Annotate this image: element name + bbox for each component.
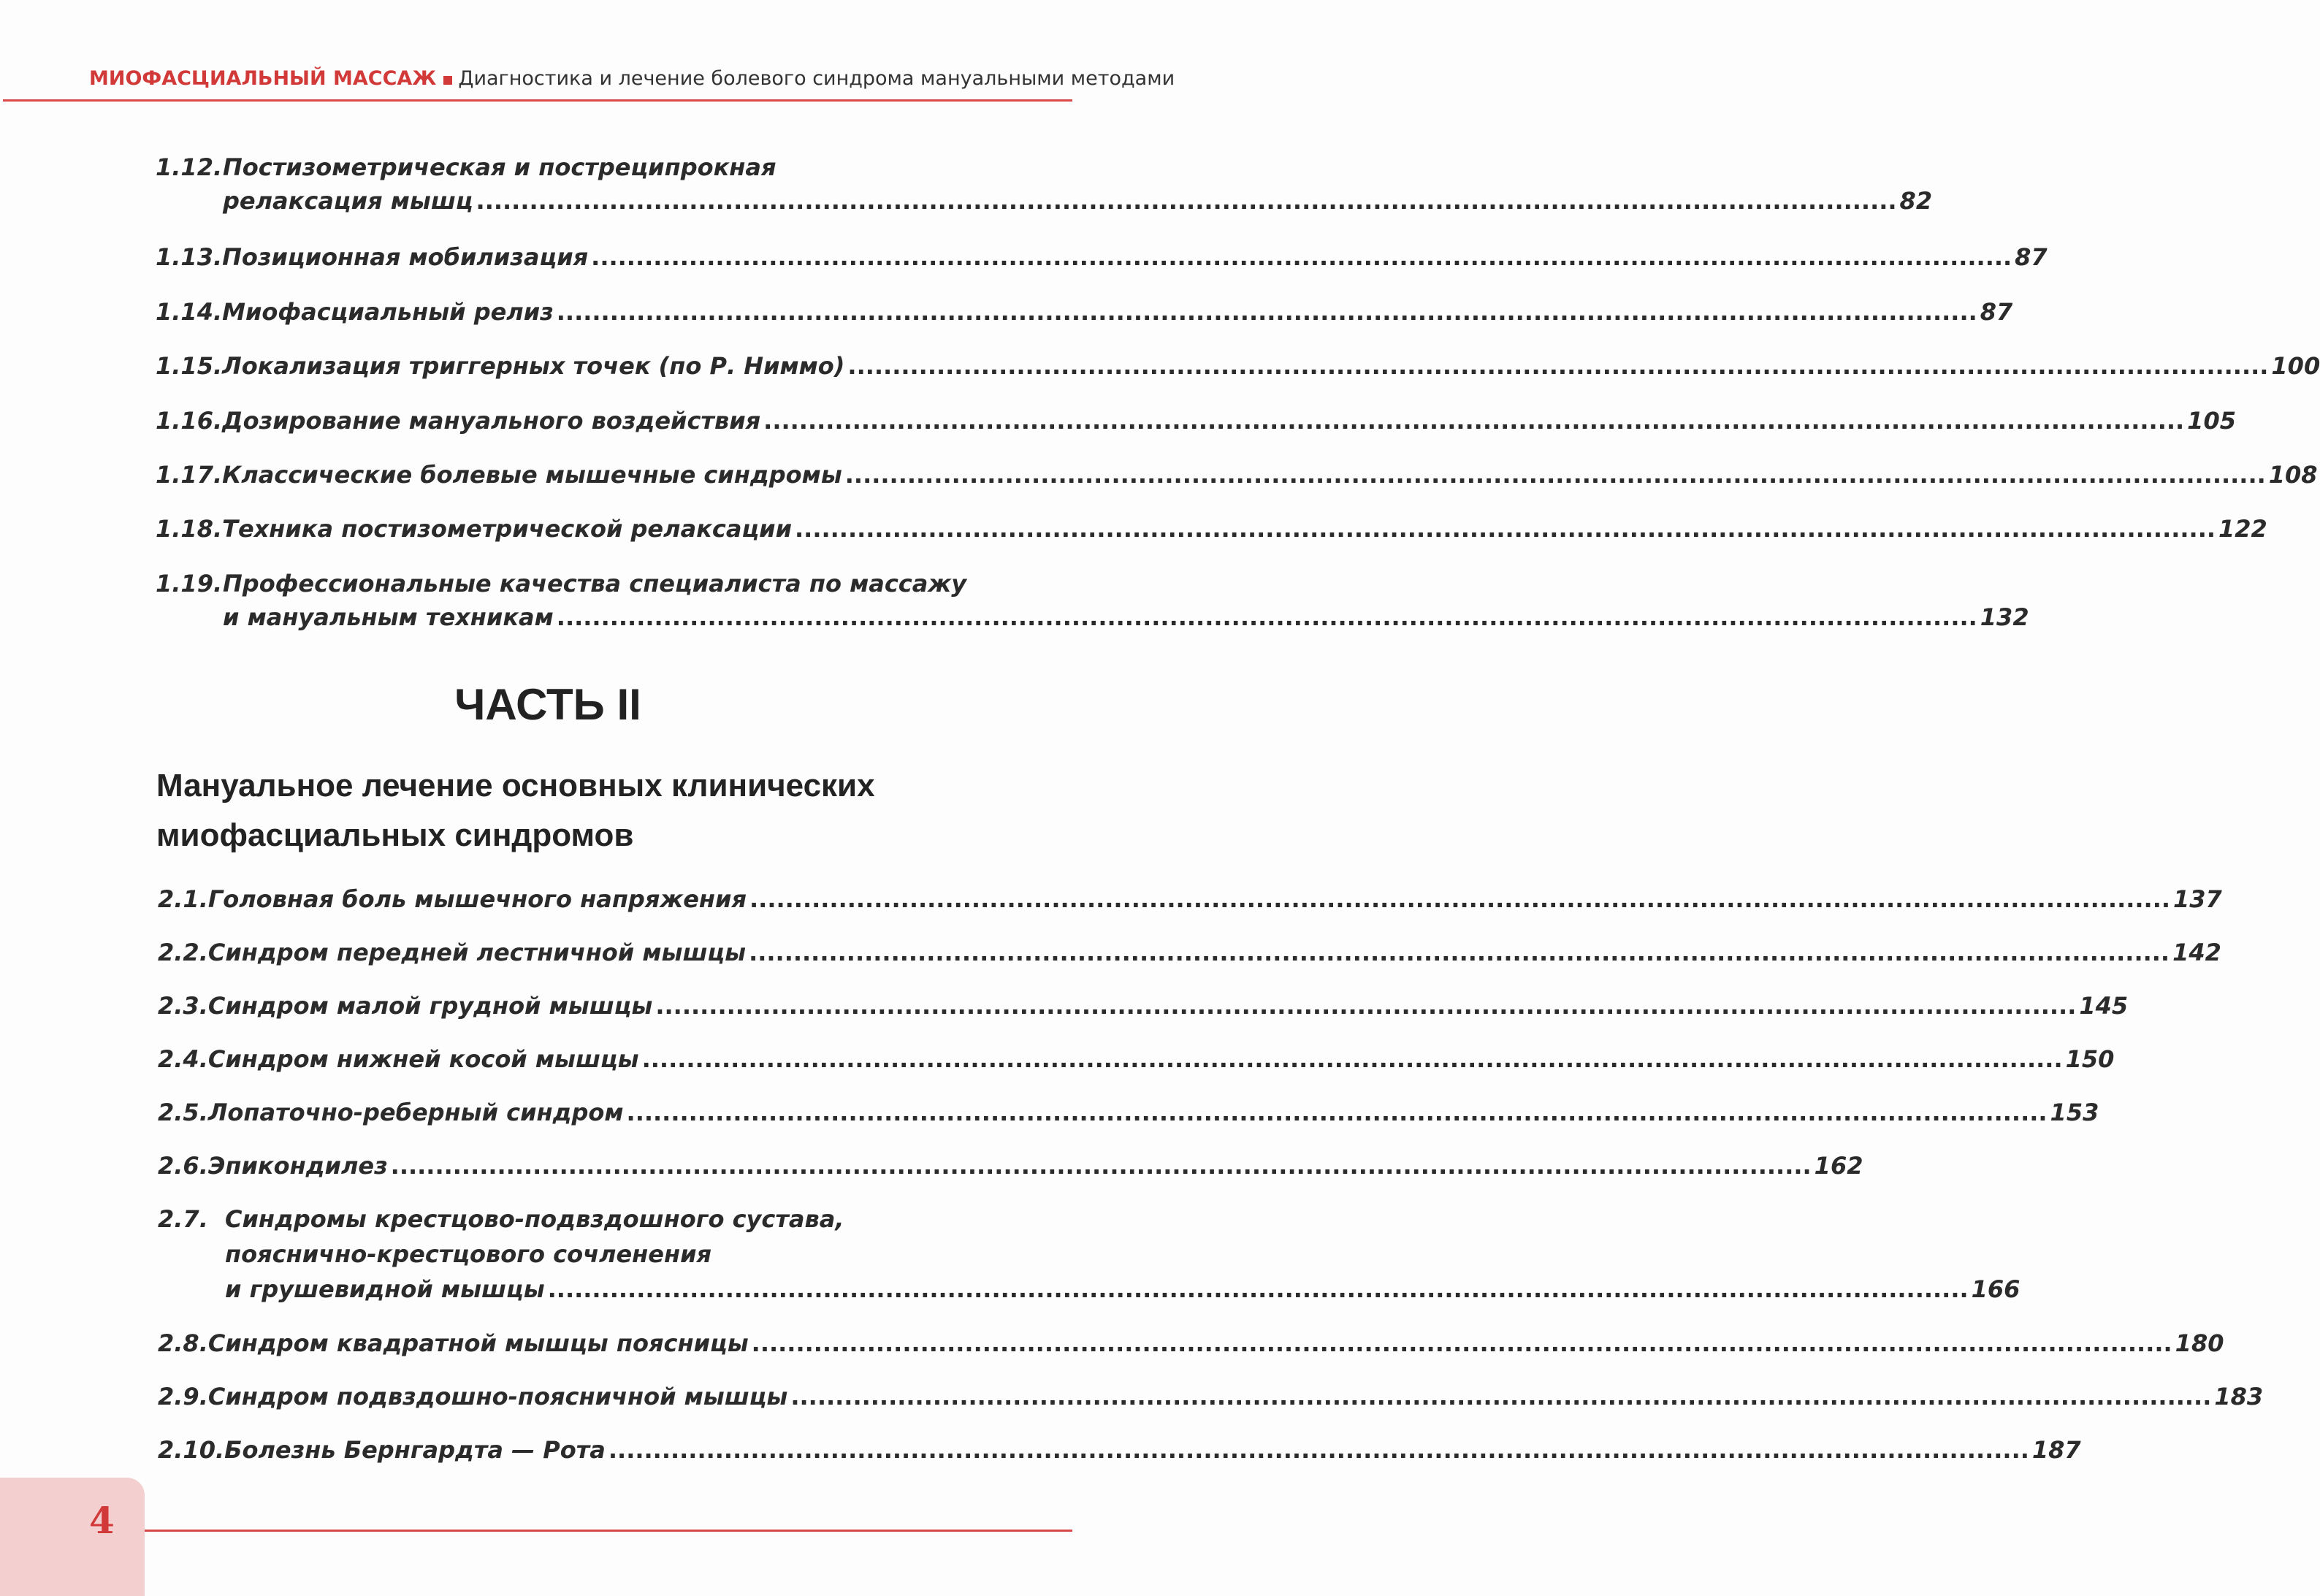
toc-title: Профессиональные качества специалиста по массажу — [223, 570, 967, 597]
toc-number: 1.19. — [156, 570, 223, 597]
toc-leader-dots — [557, 298, 1977, 326]
toc-entry — [156, 153, 1933, 215]
toc-leader-dots — [476, 187, 1897, 215]
toc-title: Болезнь Бернгардта — Рота — [224, 1436, 606, 1464]
toc-entry — [156, 243, 2048, 271]
toc-entry — [156, 352, 2320, 380]
header-subtitle: Диагностика и лечение болевого синдрома мануальными методами — [458, 67, 1175, 90]
toc-title: Синдромы крестцово-подвздошного сустава, — [225, 1205, 844, 1233]
toc-leader-dots — [391, 1152, 1812, 1180]
toc-number: 1.16. — [156, 407, 223, 435]
toc-title: релаксация мышц — [223, 187, 473, 215]
toc-title: Синдром квадратной мышцы поясницы — [207, 1329, 749, 1357]
toc-page-number: 122 — [2218, 515, 2267, 543]
toc-entry — [158, 992, 2129, 1020]
toc-title: Позиционная мобилизация — [222, 243, 589, 271]
toc-entry — [158, 1205, 2021, 1303]
toc-leader-dots — [627, 1099, 2048, 1126]
toc-title: Синдром нижней косой мышцы — [207, 1045, 639, 1073]
toc-page-number: 150 — [2065, 1045, 2115, 1073]
toc-title: пояснично-крестцового сочленения — [225, 1240, 712, 1268]
toc-number: 2.2. — [158, 939, 208, 966]
toc-page-number: 105 — [2187, 407, 2236, 435]
toc-page-number: 162 — [1814, 1152, 1863, 1180]
toc-page-number: 183 — [2214, 1383, 2264, 1410]
toc-leader-dots — [752, 1329, 2172, 1357]
toc-page-number: 87 — [1980, 298, 2013, 326]
toc-title: Лопаточно-реберный синдром — [207, 1099, 624, 1126]
footer-page-tab — [0, 1478, 145, 1596]
page-number: 4 — [89, 1499, 115, 1542]
toc-entry — [156, 461, 2318, 489]
toc-leader-dots — [790, 1383, 2211, 1410]
toc-title: Эпикондилез — [207, 1152, 388, 1180]
toc-entry — [156, 407, 2236, 435]
toc-number: 2.5. — [158, 1099, 208, 1126]
running-header — [89, 67, 1175, 90]
toc-page-number: 166 — [1971, 1275, 2021, 1303]
toc-page-number: 180 — [2175, 1329, 2224, 1357]
toc-title: Головная боль мышечного напряжения — [207, 885, 747, 913]
header-divider — [3, 99, 1072, 102]
toc-title: Миофасциальный релиз — [222, 298, 554, 326]
toc-leader-dots — [548, 1275, 1969, 1303]
toc-entry — [156, 515, 2267, 543]
toc-page-number: 108 — [2268, 461, 2318, 489]
toc-entry — [158, 1329, 2224, 1357]
toc-page-number: 187 — [2031, 1436, 2081, 1464]
part-title: ЧАСТЬ II — [454, 680, 641, 729]
toc-entry — [156, 298, 2013, 326]
part-subtitle-line: миофасциальных синдромов — [156, 817, 634, 853]
toc-leader-dots — [608, 1436, 2029, 1464]
toc-number: 1.18. — [156, 515, 223, 543]
toc-leader-dots — [655, 992, 2076, 1020]
toc-title: и мануальным техникам — [223, 603, 554, 631]
toc-page-number: 153 — [2050, 1099, 2099, 1126]
footer-divider — [145, 1530, 1072, 1532]
toc-leader-dots — [591, 243, 2012, 271]
toc-number: 2.9. — [158, 1383, 208, 1410]
toc-number: 2.8. — [158, 1329, 208, 1357]
part-subtitle-line: Мануальное лечение основных клинических — [156, 768, 875, 803]
toc-entry — [158, 1383, 2264, 1410]
toc-number: 2.4. — [158, 1045, 208, 1073]
toc-number: 1.17. — [156, 461, 223, 489]
toc-title: Синдром подвздошно-поясничной мышцы — [207, 1383, 788, 1410]
toc-title: Техника постизометрической релаксации — [222, 515, 792, 543]
toc-entry — [158, 1152, 1863, 1180]
toc-page-number: 82 — [1899, 187, 1933, 215]
toc-entry — [158, 1099, 2099, 1126]
toc-page-number: 100 — [2271, 352, 2320, 380]
toc-entry — [156, 570, 2029, 631]
toc-leader-dots — [749, 939, 2170, 966]
toc-number: 2.6. — [158, 1152, 208, 1180]
toc-number: 1.13. — [156, 243, 223, 271]
toc-leader-dots — [845, 461, 2266, 489]
toc-leader-dots — [749, 885, 2170, 913]
toc-leader-dots — [642, 1045, 2063, 1073]
toc-page-number: 137 — [2173, 885, 2222, 913]
toc-title: Классические болевые мышечные синдромы — [222, 461, 842, 489]
toc-number: 2.1. — [158, 885, 208, 913]
toc-title: Синдром передней лестничной мышцы — [207, 939, 747, 966]
toc-leader-dots — [557, 603, 1977, 631]
toc-page-number: 145 — [2079, 992, 2129, 1020]
toc-title: Локализация триггерных точек (по Р. Ниммо) — [222, 352, 845, 380]
header-brand: МИОФАСЦИАЛЬНЫЙ МАССАЖ — [89, 67, 437, 90]
toc-title: Дозирование мануального воздействия — [222, 407, 761, 435]
toc-number: 1.14. — [156, 298, 223, 326]
toc-number: 2.7. — [158, 1205, 208, 1233]
toc-page-number: 132 — [1980, 603, 2029, 631]
toc-leader-dots — [763, 407, 2184, 435]
toc-title: и грушевидной мышцы — [225, 1275, 545, 1303]
toc-number: 2.10. — [158, 1436, 225, 1464]
toc-title: Синдром малой грудной мышцы — [207, 992, 653, 1020]
toc-title: Постизометрическая и постреципрокная — [223, 153, 776, 181]
toc-leader-dots — [847, 352, 2268, 380]
toc-number: 1.12. — [156, 153, 223, 181]
part-subtitle — [156, 761, 974, 860]
toc-entry — [158, 885, 2222, 913]
header-bullet-icon — [443, 76, 452, 85]
toc-number: 1.15. — [156, 352, 223, 380]
toc-page-number: 142 — [2172, 939, 2221, 966]
toc-entry — [158, 1436, 2081, 1464]
toc-page-number: 87 — [2015, 243, 2048, 271]
toc-entry — [158, 939, 2221, 966]
toc-number: 2.3. — [158, 992, 208, 1020]
toc-entry — [158, 1045, 2115, 1073]
toc-leader-dots — [795, 515, 2216, 543]
